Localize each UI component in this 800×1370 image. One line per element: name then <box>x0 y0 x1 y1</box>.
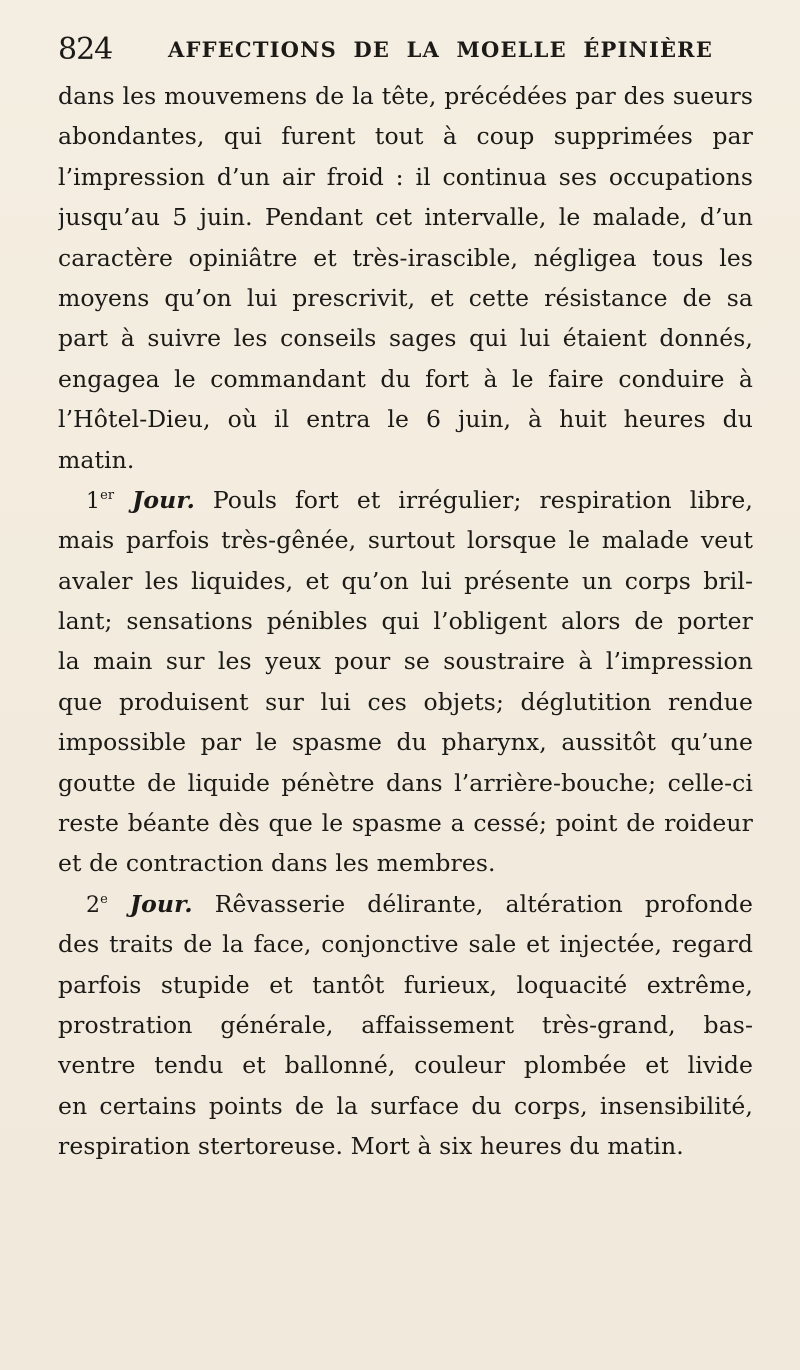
text-line: en certains points de la surface du corps, insensibilité, <box>58 1091 753 1120</box>
day2-label: Jour. <box>129 889 193 918</box>
page-number: 824 <box>58 32 113 67</box>
text-line: mais parfois très-gênée, surtout lorsque le malade veut <box>58 526 753 555</box>
text-line: engagea le commandant du fort à le faire conduire à <box>58 364 753 393</box>
text-line: goutte de liquide pénètre dans l’arrière-bouche; celle-ci <box>58 768 753 797</box>
text-line: abondantes, qui furent tout à coup supprimées par <box>58 122 753 151</box>
page-header <box>58 30 748 70</box>
text-line: ventre tendu et ballonné, couleur plombée et livide <box>58 1051 753 1080</box>
text-line: jusqu’au 5 juin. Pendant cet intervalle, le malade, d’un <box>58 203 753 232</box>
day1-superscript: er <box>100 487 115 503</box>
day2-first-line: Rêvasserie délirante, altération profonde <box>192 889 753 918</box>
text-line: respiration stertoreuse. Mort à six heures du matin. <box>58 1132 684 1161</box>
text-line: part à suivre les conseils sages qui lui étaient donnés, <box>58 324 753 353</box>
text-line: avaler les liquides, et qu’on lui présente un corps bril- <box>58 566 753 595</box>
text-line: des traits de la face, conjonctive sale et injectée, regard <box>58 930 753 959</box>
text-line: impossible par le spasme du pharynx, aussitôt qu’une <box>58 728 753 757</box>
day2-superscript: e <box>100 891 108 907</box>
day1-first-line: Pouls fort et irrégulier; respiration libre, <box>194 485 753 514</box>
text-line: l’Hôtel-Dieu, où il entra le 6 juin, à huit heures du <box>58 405 753 434</box>
day1-heading-line <box>58 480 753 520</box>
text-line: reste béante dès que le spasme a cessé; point de roideur <box>58 809 753 838</box>
day2-heading-line <box>58 884 753 924</box>
body-text <box>58 76 753 1167</box>
text-line: parfois stupide et tantôt furieux, loquacité extrême, <box>58 970 753 999</box>
day1-label: Jour. <box>132 485 195 514</box>
text-line: que produisent sur lui ces objets; déglutition rendue <box>58 687 753 716</box>
day2-number: 2 <box>86 892 101 918</box>
text-line: moyens qu’on lui prescrivit, et cette résistance de sa <box>58 283 753 312</box>
day1-number: 1 <box>86 488 101 514</box>
text-line: lant; sensations pénibles qui l’obligent alors de porter <box>58 607 753 636</box>
text-line: matin. <box>58 445 135 474</box>
text-line: dans les mouvemens de la tête, précédées par des sueurs <box>58 82 753 110</box>
text-line: l’impression d’un air froid : il continua ses occupations <box>58 162 753 191</box>
running-head: AFFECTIONS DE LA MOELLE ÉPINIÈRE <box>168 37 714 62</box>
text-line: la main sur les yeux pour se soustraire à l’impression <box>58 647 753 676</box>
text-line: caractère opiniâtre et très-irascible, négligea tous les <box>58 243 753 272</box>
text-line: et de contraction dans les membres. <box>58 849 496 878</box>
text-line: prostration générale, affaissement très-grand, bas- <box>58 1010 753 1039</box>
